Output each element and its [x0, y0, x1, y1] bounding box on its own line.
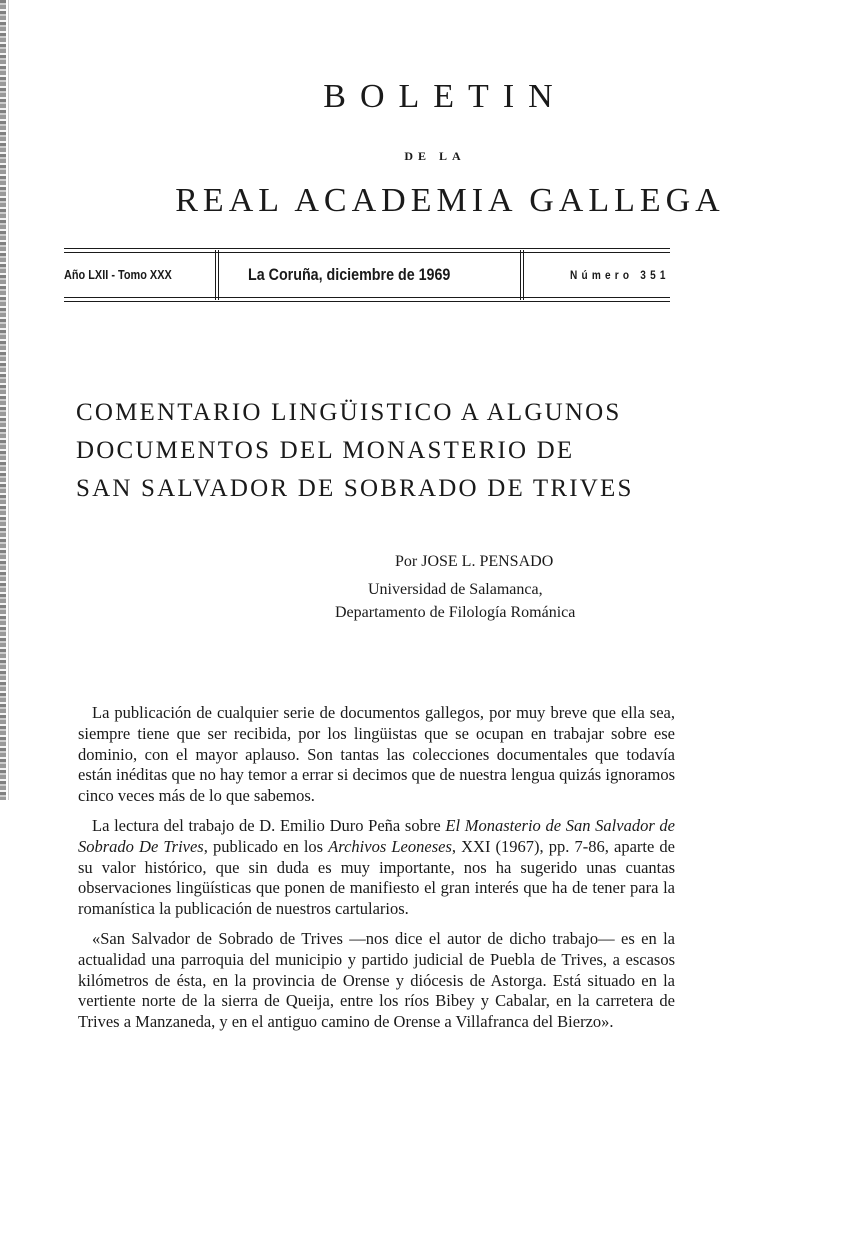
paragraph-text: La lectura del trabajo de D. Emilio Duro Peña sobre — [92, 815, 446, 835]
paragraph: La publicación de cualquier serie de documentos gallegos, por muy breve que ella sea, siempre tiene que ser recibida, por los lingüistas que se ocupan en trabajar sobre ese dominio, con el mayor aplauso. Son tantas las colecciones documentales que todavía están inéditas que no hay temor a errar si decimos que de nuestra lengua quizás ignoramos cinco veces más de lo que sabemos. — [78, 703, 676, 806]
article-title — [76, 394, 668, 508]
issue-number: Número 351 — [570, 268, 670, 282]
paragraph-text: , XXI (1967), pp. 7-86, aparte de su valor histórico, que sin duda es muy importante, nos ha sugerido unas cuantas observaciones lingüísticas que ponen de manifiesto el gran interés que ha de tener para la romanística la publicación de nuestros cartularios. — [78, 836, 676, 919]
separator — [520, 250, 521, 300]
issue-info-bar — [64, 248, 670, 306]
separator — [218, 250, 219, 300]
author-department: Departamento de Filología Románica — [335, 604, 576, 621]
separator — [523, 250, 524, 300]
journal-subtitle: DE LA — [404, 149, 466, 163]
paragraph — [78, 816, 675, 920]
title-line: SAN SALVADOR DE SOBRADO DE TRIVES — [76, 475, 634, 502]
paragraph-text: , publicado en los — [203, 836, 329, 856]
author-name: Por JOSE L. PENSADO — [395, 553, 554, 570]
year-volume: Año LXII - Tomo XXX — [64, 267, 172, 282]
author-university: Universidad de Salamanca, — [368, 581, 543, 598]
academy-name: REAL ACADEMIA GALLEGA — [175, 182, 725, 219]
title-line: COMENTARIO LINGÜISTICO A ALGUNOS — [76, 399, 622, 426]
paragraph: «San Salvador de Sobrado de Trives —nos dice el autor de dicho trabajo— es en la actualidad una parroquia del municipio y partido judicial de Puebla de Trives, a escasos kilómetros de ésta, en la provincia de Orense y diócesis de Astorga. Está situado en la vertiente norte de la sierra de Queija, entre los ríos Bibey y Cabalar, en la carretera de Trives a Manzaneda, y en el antiguo camino de Orense a Villafranca del Bierzo». — [78, 928, 675, 1032]
title-line: DOCUMENTOS DEL MONASTERIO DE — [76, 437, 575, 464]
top-rule — [64, 248, 670, 249]
cited-work-title: El Monasterio de San Salvador de Sobrado De Trives — [78, 815, 675, 856]
scan-edge-artifact — [0, 0, 6, 800]
separator — [215, 250, 216, 300]
bottom-rule-inner — [64, 297, 670, 298]
scan-edge-line — [8, 0, 9, 800]
bottom-rule — [64, 301, 670, 302]
place-date: La Coruña, diciembre de 1969 — [248, 265, 451, 284]
cited-journal-title: Archivos Leoneses — [328, 836, 452, 856]
article-body — [78, 703, 675, 1042]
top-rule-inner — [64, 252, 670, 253]
journal-title: BOLETIN — [323, 78, 567, 115]
